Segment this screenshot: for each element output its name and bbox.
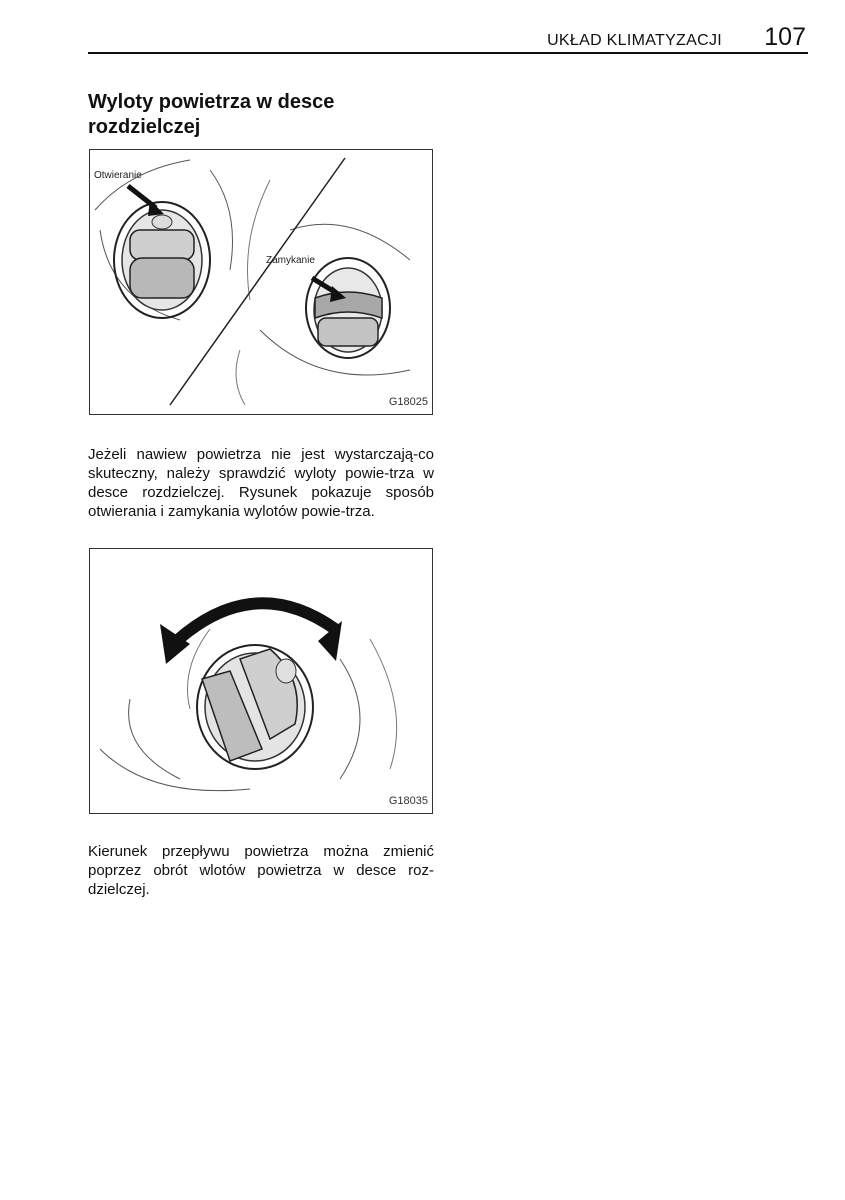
vent-rotation-illustration (90, 549, 432, 813)
figure-code: G18035 (388, 795, 428, 807)
page-title: Wyloty powietrza w desce rozdzielczej (88, 91, 335, 138)
page-header (88, 22, 808, 54)
paragraph-vent-check: Jeżeli nawiew powietrza nie jest wystarczają-co skuteczny, należy sprawdzić wyloty powie-trza w desce rozdzielczej. Rysunek pokazuje sposób otwierania i zamykania wylotów powie-trza. (88, 446, 434, 520)
paragraph-airflow-direction: Kierunek przepływu powietrza można zmienić poprzez obrót wlotów powietrza w desce roz-dzielczej. (88, 843, 434, 898)
section-title: UKŁAD KLIMATYZACJI (547, 32, 722, 49)
figure-vent-open-close (89, 149, 433, 415)
vent-open-close-illustration (90, 150, 432, 414)
label-close: Zamykanie (266, 255, 315, 266)
figure-code: G18025 (388, 396, 428, 408)
page-number: 107 (764, 23, 806, 51)
label-open: Otwieranie (94, 170, 142, 181)
figure-vent-rotation (89, 548, 433, 814)
